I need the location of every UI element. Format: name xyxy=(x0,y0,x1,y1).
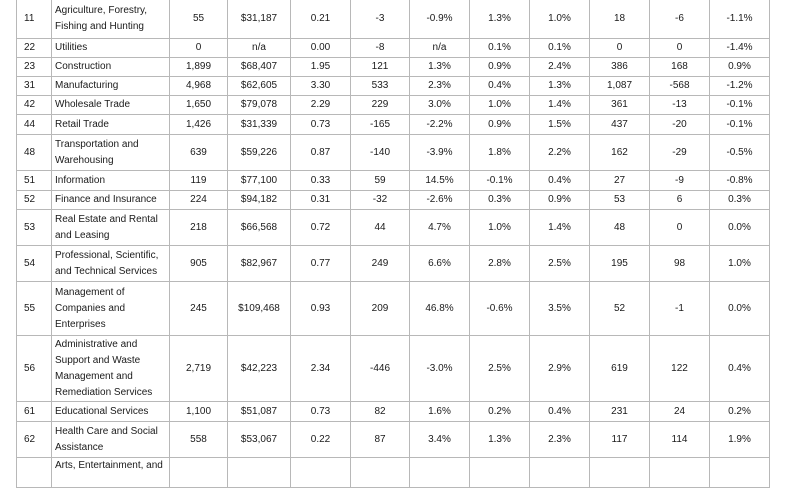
demand-cell: 195 xyxy=(590,246,650,282)
employment-change-pct-cell: 2.3% xyxy=(410,77,470,96)
employment-change-pct-cell: n/a xyxy=(410,39,470,58)
expected-growth-cell: 0.1% xyxy=(530,39,590,58)
forecast-pct-cell: -0.5% xyxy=(710,135,770,171)
forecast-change-cell: -29 xyxy=(650,135,710,171)
avg-wage-cell: $109,468 xyxy=(228,282,291,336)
employment-cell: 1,426 xyxy=(170,115,228,135)
avg-wage-cell: $66,568 xyxy=(228,210,291,246)
employment-change-pct-cell: 6.6% xyxy=(410,246,470,282)
demand-cell: 18 xyxy=(590,0,650,39)
forecast-pct-cell: 0.4% xyxy=(710,336,770,402)
table-row xyxy=(17,336,770,402)
industry-name-cell: Manufacturing xyxy=(52,77,170,96)
forecast-change-cell: 6 xyxy=(650,191,710,210)
employment-change-pct-cell: -2.6% xyxy=(410,191,470,210)
location-quotient-cell: 0.00 xyxy=(291,39,351,58)
expected-growth-cell: 0.4% xyxy=(530,171,590,191)
employment-change-cell: 121 xyxy=(351,58,410,77)
forecast-pct-cell: 0.2% xyxy=(710,402,770,422)
employment-cell: 1,650 xyxy=(170,96,228,115)
national-growth-cell: 0.3% xyxy=(470,191,530,210)
avg-wage-cell: $68,407 xyxy=(228,58,291,77)
employment-change-cell: 209 xyxy=(351,282,410,336)
demand-cell: 1,087 xyxy=(590,77,650,96)
forecast-pct-cell xyxy=(710,458,770,488)
demand-cell: 52 xyxy=(590,282,650,336)
location-quotient-cell: 0.72 xyxy=(291,210,351,246)
table-row xyxy=(17,135,770,171)
forecast-pct-cell: 0.9% xyxy=(710,58,770,77)
location-quotient-cell: 0.73 xyxy=(291,402,351,422)
avg-wage-cell: $82,967 xyxy=(228,246,291,282)
national-growth-cell: 0.1% xyxy=(470,39,530,58)
table-row xyxy=(17,458,770,488)
employment-cell: 119 xyxy=(170,171,228,191)
employment-cell: 2,719 xyxy=(170,336,228,402)
industry-data-table xyxy=(16,0,770,488)
industry-name-cell: Health Care and Social Assistance xyxy=(52,422,170,458)
forecast-change-cell: -6 xyxy=(650,0,710,39)
demand-cell: 437 xyxy=(590,115,650,135)
employment-cell: 1,100 xyxy=(170,402,228,422)
national-growth-cell: 1.8% xyxy=(470,135,530,171)
location-quotient-cell xyxy=(291,458,351,488)
industry-name-cell: Finance and Insurance xyxy=(52,191,170,210)
national-growth-cell: -0.1% xyxy=(470,171,530,191)
forecast-pct-cell: 0.3% xyxy=(710,191,770,210)
table-body xyxy=(17,0,770,488)
national-growth-cell: 2.5% xyxy=(470,336,530,402)
forecast-pct-cell: 0.0% xyxy=(710,210,770,246)
forecast-pct-cell: -0.1% xyxy=(710,96,770,115)
employment-cell: 55 xyxy=(170,0,228,39)
expected-growth-cell xyxy=(530,458,590,488)
industry-name-cell: Professional, Scientific, and Technical Services xyxy=(52,246,170,282)
table-row xyxy=(17,282,770,336)
forecast-change-cell: 0 xyxy=(650,210,710,246)
employment-change-pct-cell: -3.0% xyxy=(410,336,470,402)
naics-code-cell: 52 xyxy=(17,191,52,210)
forecast-change-cell: 122 xyxy=(650,336,710,402)
naics-code-cell: 51 xyxy=(17,171,52,191)
table-row xyxy=(17,77,770,96)
employment-cell xyxy=(170,458,228,488)
forecast-pct-cell: -1.2% xyxy=(710,77,770,96)
expected-growth-cell: 1.3% xyxy=(530,77,590,96)
location-quotient-cell: 0.93 xyxy=(291,282,351,336)
table-row xyxy=(17,171,770,191)
expected-growth-cell: 0.9% xyxy=(530,191,590,210)
naics-code-cell: 61 xyxy=(17,402,52,422)
employment-change-cell: 87 xyxy=(351,422,410,458)
employment-change-pct-cell: 1.6% xyxy=(410,402,470,422)
industry-name-cell: Administrative and Support and Waste Management and Remediation Services xyxy=(52,336,170,402)
employment-change-cell: 82 xyxy=(351,402,410,422)
location-quotient-cell: 0.73 xyxy=(291,115,351,135)
demand-cell: 117 xyxy=(590,422,650,458)
expected-growth-cell: 1.0% xyxy=(530,0,590,39)
avg-wage-cell xyxy=(228,458,291,488)
expected-growth-cell: 0.4% xyxy=(530,402,590,422)
forecast-change-cell: -568 xyxy=(650,77,710,96)
employment-change-cell: -165 xyxy=(351,115,410,135)
naics-code-cell xyxy=(17,458,52,488)
national-growth-cell: 1.0% xyxy=(470,210,530,246)
employment-cell: 218 xyxy=(170,210,228,246)
industry-name-cell: Arts, Entertainment, and xyxy=(52,458,170,488)
table-row xyxy=(17,246,770,282)
avg-wage-cell: $62,605 xyxy=(228,77,291,96)
table-row xyxy=(17,58,770,77)
naics-code-cell: 54 xyxy=(17,246,52,282)
national-growth-cell: 1.0% xyxy=(470,96,530,115)
expected-growth-cell: 1.4% xyxy=(530,96,590,115)
national-growth-cell: 0.9% xyxy=(470,58,530,77)
employment-change-cell: -32 xyxy=(351,191,410,210)
demand-cell xyxy=(590,458,650,488)
table-row xyxy=(17,422,770,458)
location-quotient-cell: 2.29 xyxy=(291,96,351,115)
industry-name-cell: Construction xyxy=(52,58,170,77)
table-row xyxy=(17,0,770,39)
national-growth-cell: 1.3% xyxy=(470,0,530,39)
avg-wage-cell: $31,339 xyxy=(228,115,291,135)
employment-change-pct-cell: -3.9% xyxy=(410,135,470,171)
industry-name-cell: Management of Companies and Enterprises xyxy=(52,282,170,336)
avg-wage-cell: $42,223 xyxy=(228,336,291,402)
location-quotient-cell: 0.77 xyxy=(291,246,351,282)
forecast-change-cell: 0 xyxy=(650,39,710,58)
naics-code-cell: 44 xyxy=(17,115,52,135)
expected-growth-cell: 2.4% xyxy=(530,58,590,77)
forecast-change-cell: -13 xyxy=(650,96,710,115)
avg-wage-cell: $79,078 xyxy=(228,96,291,115)
employment-change-pct-cell: 14.5% xyxy=(410,171,470,191)
national-growth-cell: 0.9% xyxy=(470,115,530,135)
location-quotient-cell: 0.22 xyxy=(291,422,351,458)
employment-change-cell: -446 xyxy=(351,336,410,402)
forecast-pct-cell: 0.0% xyxy=(710,282,770,336)
table-row xyxy=(17,402,770,422)
naics-code-cell: 23 xyxy=(17,58,52,77)
demand-cell: 162 xyxy=(590,135,650,171)
forecast-change-cell: -1 xyxy=(650,282,710,336)
expected-growth-cell: 1.5% xyxy=(530,115,590,135)
employment-cell: 558 xyxy=(170,422,228,458)
employment-change-cell: -140 xyxy=(351,135,410,171)
avg-wage-cell: $94,182 xyxy=(228,191,291,210)
table-row xyxy=(17,39,770,58)
naics-code-cell: 48 xyxy=(17,135,52,171)
table-row xyxy=(17,115,770,135)
avg-wage-cell: $31,187 xyxy=(228,0,291,39)
avg-wage-cell: $53,067 xyxy=(228,422,291,458)
industry-name-cell: Educational Services xyxy=(52,402,170,422)
demand-cell: 231 xyxy=(590,402,650,422)
naics-code-cell: 53 xyxy=(17,210,52,246)
location-quotient-cell: 0.21 xyxy=(291,0,351,39)
location-quotient-cell: 3.30 xyxy=(291,77,351,96)
demand-cell: 0 xyxy=(590,39,650,58)
location-quotient-cell: 0.31 xyxy=(291,191,351,210)
forecast-pct-cell: -1.4% xyxy=(710,39,770,58)
table-row xyxy=(17,191,770,210)
forecast-change-cell: 24 xyxy=(650,402,710,422)
naics-code-cell: 55 xyxy=(17,282,52,336)
employment-cell: 4,968 xyxy=(170,77,228,96)
national-growth-cell: 1.3% xyxy=(470,422,530,458)
expected-growth-cell: 2.3% xyxy=(530,422,590,458)
table-row xyxy=(17,96,770,115)
location-quotient-cell: 1.95 xyxy=(291,58,351,77)
forecast-pct-cell: -0.8% xyxy=(710,171,770,191)
demand-cell: 27 xyxy=(590,171,650,191)
employment-change-cell: 44 xyxy=(351,210,410,246)
employment-change-cell: 533 xyxy=(351,77,410,96)
national-growth-cell: 0.2% xyxy=(470,402,530,422)
national-growth-cell: -0.6% xyxy=(470,282,530,336)
employment-change-pct-cell: 3.0% xyxy=(410,96,470,115)
expected-growth-cell: 1.4% xyxy=(530,210,590,246)
expected-growth-cell: 2.5% xyxy=(530,246,590,282)
employment-change-cell: 59 xyxy=(351,171,410,191)
industry-name-cell: Wholesale Trade xyxy=(52,96,170,115)
employment-change-pct-cell: 46.8% xyxy=(410,282,470,336)
forecast-change-cell: 168 xyxy=(650,58,710,77)
employment-cell: 639 xyxy=(170,135,228,171)
industry-name-cell: Retail Trade xyxy=(52,115,170,135)
forecast-change-cell xyxy=(650,458,710,488)
location-quotient-cell: 0.87 xyxy=(291,135,351,171)
demand-cell: 386 xyxy=(590,58,650,77)
demand-cell: 53 xyxy=(590,191,650,210)
employment-change-pct-cell: 1.3% xyxy=(410,58,470,77)
forecast-change-cell: 114 xyxy=(650,422,710,458)
employment-cell: 224 xyxy=(170,191,228,210)
avg-wage-cell: $77,100 xyxy=(228,171,291,191)
naics-code-cell: 11 xyxy=(17,0,52,39)
forecast-pct-cell: 1.0% xyxy=(710,246,770,282)
naics-code-cell: 62 xyxy=(17,422,52,458)
expected-growth-cell: 2.2% xyxy=(530,135,590,171)
industry-name-cell: Agriculture, Forestry, Fishing and Hunting xyxy=(52,0,170,39)
employment-change-cell xyxy=(351,458,410,488)
forecast-change-cell: -20 xyxy=(650,115,710,135)
employment-change-pct-cell: 4.7% xyxy=(410,210,470,246)
expected-growth-cell: 3.5% xyxy=(530,282,590,336)
industry-name-cell: Real Estate and Rental and Leasing xyxy=(52,210,170,246)
demand-cell: 619 xyxy=(590,336,650,402)
avg-wage-cell: n/a xyxy=(228,39,291,58)
forecast-change-cell: 98 xyxy=(650,246,710,282)
industry-name-cell: Information xyxy=(52,171,170,191)
expected-growth-cell: 2.9% xyxy=(530,336,590,402)
national-growth-cell: 2.8% xyxy=(470,246,530,282)
industry-name-cell: Transportation and Warehousing xyxy=(52,135,170,171)
location-quotient-cell: 0.33 xyxy=(291,171,351,191)
avg-wage-cell: $51,087 xyxy=(228,402,291,422)
naics-code-cell: 42 xyxy=(17,96,52,115)
national-growth-cell xyxy=(470,458,530,488)
employment-cell: 905 xyxy=(170,246,228,282)
forecast-pct-cell: -0.1% xyxy=(710,115,770,135)
employment-cell: 1,899 xyxy=(170,58,228,77)
employment-change-pct-cell: -0.9% xyxy=(410,0,470,39)
employment-change-pct-cell: -2.2% xyxy=(410,115,470,135)
forecast-pct-cell: 1.9% xyxy=(710,422,770,458)
naics-code-cell: 31 xyxy=(17,77,52,96)
demand-cell: 48 xyxy=(590,210,650,246)
employment-change-cell: 229 xyxy=(351,96,410,115)
table-row xyxy=(17,210,770,246)
avg-wage-cell: $59,226 xyxy=(228,135,291,171)
location-quotient-cell: 2.34 xyxy=(291,336,351,402)
forecast-change-cell: -9 xyxy=(650,171,710,191)
employment-cell: 245 xyxy=(170,282,228,336)
employment-change-cell: -8 xyxy=(351,39,410,58)
employment-change-cell: 249 xyxy=(351,246,410,282)
forecast-pct-cell: -1.1% xyxy=(710,0,770,39)
employment-cell: 0 xyxy=(170,39,228,58)
naics-code-cell: 22 xyxy=(17,39,52,58)
employment-change-cell: -3 xyxy=(351,0,410,39)
employment-change-pct-cell xyxy=(410,458,470,488)
naics-code-cell: 56 xyxy=(17,336,52,402)
employment-change-pct-cell: 3.4% xyxy=(410,422,470,458)
national-growth-cell: 0.4% xyxy=(470,77,530,96)
demand-cell: 361 xyxy=(590,96,650,115)
industry-name-cell: Utilities xyxy=(52,39,170,58)
